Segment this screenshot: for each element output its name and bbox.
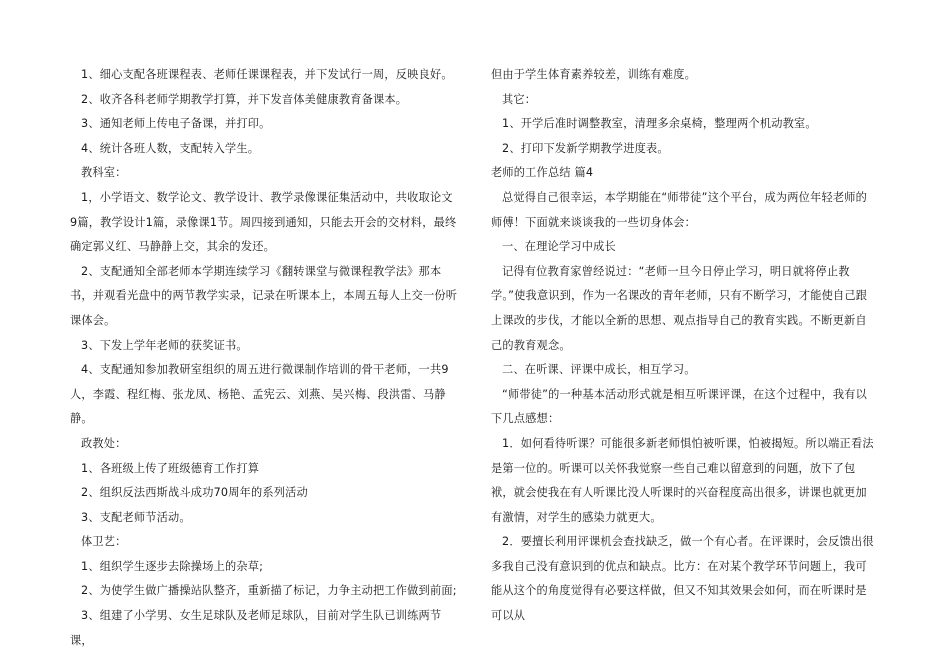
left-column — [70, 63, 460, 653]
paragraph: 2、为使学生做广播操站队整齐，重新描了标记，力争主动把工作做到前面; — [81, 584, 457, 598]
paragraph: 2、收齐各科老师学期教学打算，并下发音体美健康教育备课本。 — [81, 92, 408, 106]
paragraph: 总觉得自己很幸运，本学期能在“师带徒”这个平台，成为两位年轻老师的师傅！下面就来谈谈我的一些切身体会： — [491, 190, 868, 229]
paragraph: 2、组织反法西斯战斗成功70周年的系列活动 — [81, 486, 308, 500]
paragraph: 体卫艺： — [81, 535, 127, 549]
paragraph: 一、在理论学习中成长 — [502, 240, 616, 254]
paragraph: 1，小学语文、数学论文、教学设计、教学录像课征集活动中，共收取论文9篇，教学设计1篇，录像课1节。周四接到通知，只能去开会的交材料，最终确定郭义红、马静静上交，其余的发还。 — [70, 190, 457, 254]
paragraph: 1、细心支配各班课程表、老师任课课程表，并下发试行一周，反映良好。 — [81, 68, 453, 81]
paragraph: 1．如何看待听课？可能很多新老师惧怕被听课，怕被揭短。所以端正看法是第一位的。听课可以关怀我觉察一些自己难以留意到的问题，放下了包袱，就会使我在有人听课比没人听课时的兴奋程度高出很多，讲课也就更加有激情，对学生的感染力就更大。 — [491, 436, 874, 524]
paragraph: 其它： — [502, 92, 537, 106]
paragraph: 2．要擅长利用评课机会查找缺乏，做一个有心者。在评课时，会反馈出很多我自己没有意识到的优点和缺点。比方：在对某个教学环节问题上，我可能从这个的角度觉得有必要这样做，但又不知其效果会如何，而在听课时是可以从 — [491, 535, 874, 623]
paragraph: 二、在听课、评课中成长，相互学习。 — [502, 363, 696, 377]
paragraph: 2、打印下发新学期教学进度表。 — [502, 141, 669, 155]
paragraph: 4、统计各班人数，支配转入学生。 — [81, 141, 260, 155]
paragraph: 4、支配通知参加教研室组织的周五进行微课制作培训的骨干老师，一共9人，李霞、程红梅、张龙凤、杨艳、孟宪云、刘燕、吴兴梅、段洪雷、马静静。 — [70, 363, 449, 426]
paragraph: 1、组织学生逐步去除操场上的杂草; — [81, 559, 264, 573]
paragraph: 3、通知老师上传电子备课，并打印。 — [81, 117, 271, 131]
right-column — [491, 63, 877, 629]
paragraph: 3、下发上学年老师的获奖证书。 — [81, 338, 248, 352]
paragraph: 1、开学后准时调整教室，清理多余桌椅，整理两个机动教室。 — [502, 117, 817, 131]
section-heading: 老师的工作总结 篇4 — [491, 166, 594, 180]
paragraph: 教科室： — [81, 166, 127, 180]
paragraph: 3、支配老师节活动。 — [81, 510, 191, 524]
paragraph: 记得有位教育家曾经说过：“老师一旦今日停止学习，明日就将停止教学。”使我意识到，作为一名课改的青年老师，只有不断学习，才能使自己跟上课改的步伐，才能以全新的思想、观点指导自己的教育实践。不断更新自己的教育观念。 — [491, 264, 868, 352]
paragraph: “师带徒”的一种基本活动形式就是相互听课评课，在这个过程中，我有以下几点感想： — [491, 387, 868, 426]
paragraph: 3、组建了小学男、女生足球队及老师足球队，目前对学生队已训练两节课， — [70, 609, 442, 647]
paragraph: 政教处： — [81, 436, 127, 450]
paragraph: 但由于学生体育素养较差，训练有难度。 — [491, 68, 696, 81]
paragraph: 2、支配通知全部老师本学期连续学习《翻转课堂与微课程教学法》那本书，并观看光盘中的两节教学实录，记录在听课本上，本周五每人上交一份听课体会。 — [70, 264, 458, 327]
paragraph: 1、各班级上传了班级德育工作打算 — [81, 461, 260, 475]
